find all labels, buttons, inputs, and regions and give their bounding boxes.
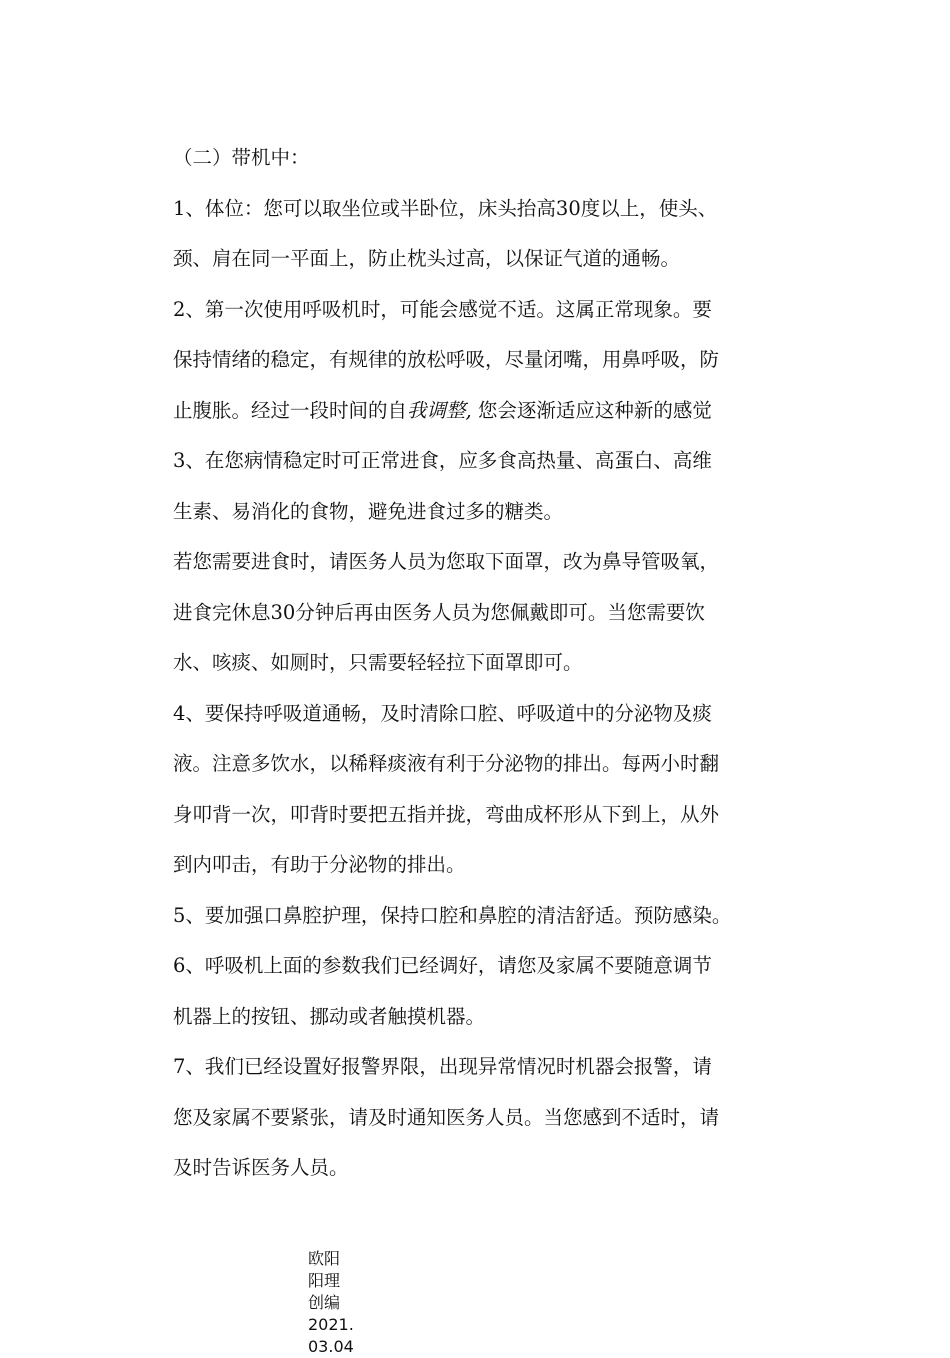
text-segment: 止腹胀。经过一段时间的自 — [173, 398, 408, 422]
paragraph-line: 5、要加强口鼻腔护理，保持口腔和鼻腔的清洁舒适。预防感染。 — [173, 903, 732, 927]
footer-line: 2021. — [308, 1315, 354, 1334]
italic-text-segment: 我调整, — [407, 398, 472, 422]
paragraph-line: 颈、肩在同一平面上，防止枕头过高，以保证气道的通畅。 — [173, 247, 681, 270]
paragraph-line: 4、要保持呼吸道通畅，及时清除口腔、呼吸道中的分泌物及痰 — [173, 701, 712, 725]
paragraph-line: 进食完休息30分钟后再由医务人员为您佩戴即可。当您需要饮 — [173, 600, 705, 624]
document-body — [173, 133, 785, 1194]
footer-line: 阳理 — [308, 1271, 341, 1290]
footer-line: 创编 — [308, 1293, 341, 1312]
paragraph-line: 身叩背一次，叩背时要把五指并拢，弯曲成杯形从下到上，从外 — [173, 802, 720, 826]
paragraph-line: 到内叩击，有助于分泌物的排出。 — [173, 853, 466, 876]
paragraph-line: 生素、易消化的食物，避免进食过多的糖类。 — [173, 499, 564, 523]
paragraph-line: 若您需要进食时，请医务人员为您取下面罩，改为鼻导管吸氧， — [173, 550, 720, 573]
paragraph-line: 保持情绪的稳定，有规律的放松呼吸，尽量闭嘴，用鼻呼吸，防 — [173, 348, 720, 371]
paragraph-line: 您及家属不要紧张，请及时通知医务人员。当您感到不适时，请 — [173, 1105, 720, 1129]
footer-note — [308, 1248, 354, 1358]
paragraph-line-mixed — [173, 386, 785, 437]
paragraph-line: 1、体位：您可以取坐位或半卧位，床头抬高30度以上，使头、 — [173, 196, 718, 220]
text-segment: 您会逐渐适应这种新的感觉 — [471, 398, 712, 422]
paragraph-line: 液。注意多饮水，以稀释痰液有利于分泌物的排出。每两小时翻 — [173, 752, 720, 775]
paragraph-line: 机器上的按钮、挪动或者触摸机器。 — [173, 1004, 486, 1028]
footer-line: 欧阳 — [308, 1249, 341, 1268]
paragraph-line: 3、在您病情稳定时可正常进食，应多食高热量、高蛋白、高维 — [173, 449, 712, 472]
paragraph-line: 水、咳痰、如厕时，只需要轻轻拉下面罩即可。 — [173, 651, 583, 674]
paragraph-line: 2、第一次使用呼吸机时，可能会感觉不适。这属正常现象。要 — [173, 297, 712, 321]
paragraph-line: 7、我们已经设置好报警界限，出现异常情况时机器会报警，请 — [173, 1055, 712, 1078]
section-heading: （二）带机中： — [173, 146, 310, 169]
paragraph-line: 6、呼吸机上面的参数我们已经调好，请您及家属不要随意调节 — [173, 954, 712, 977]
paragraph-line: 及时告诉医务人员。 — [173, 1156, 349, 1179]
footer-line: 03.04 — [308, 1337, 354, 1356]
